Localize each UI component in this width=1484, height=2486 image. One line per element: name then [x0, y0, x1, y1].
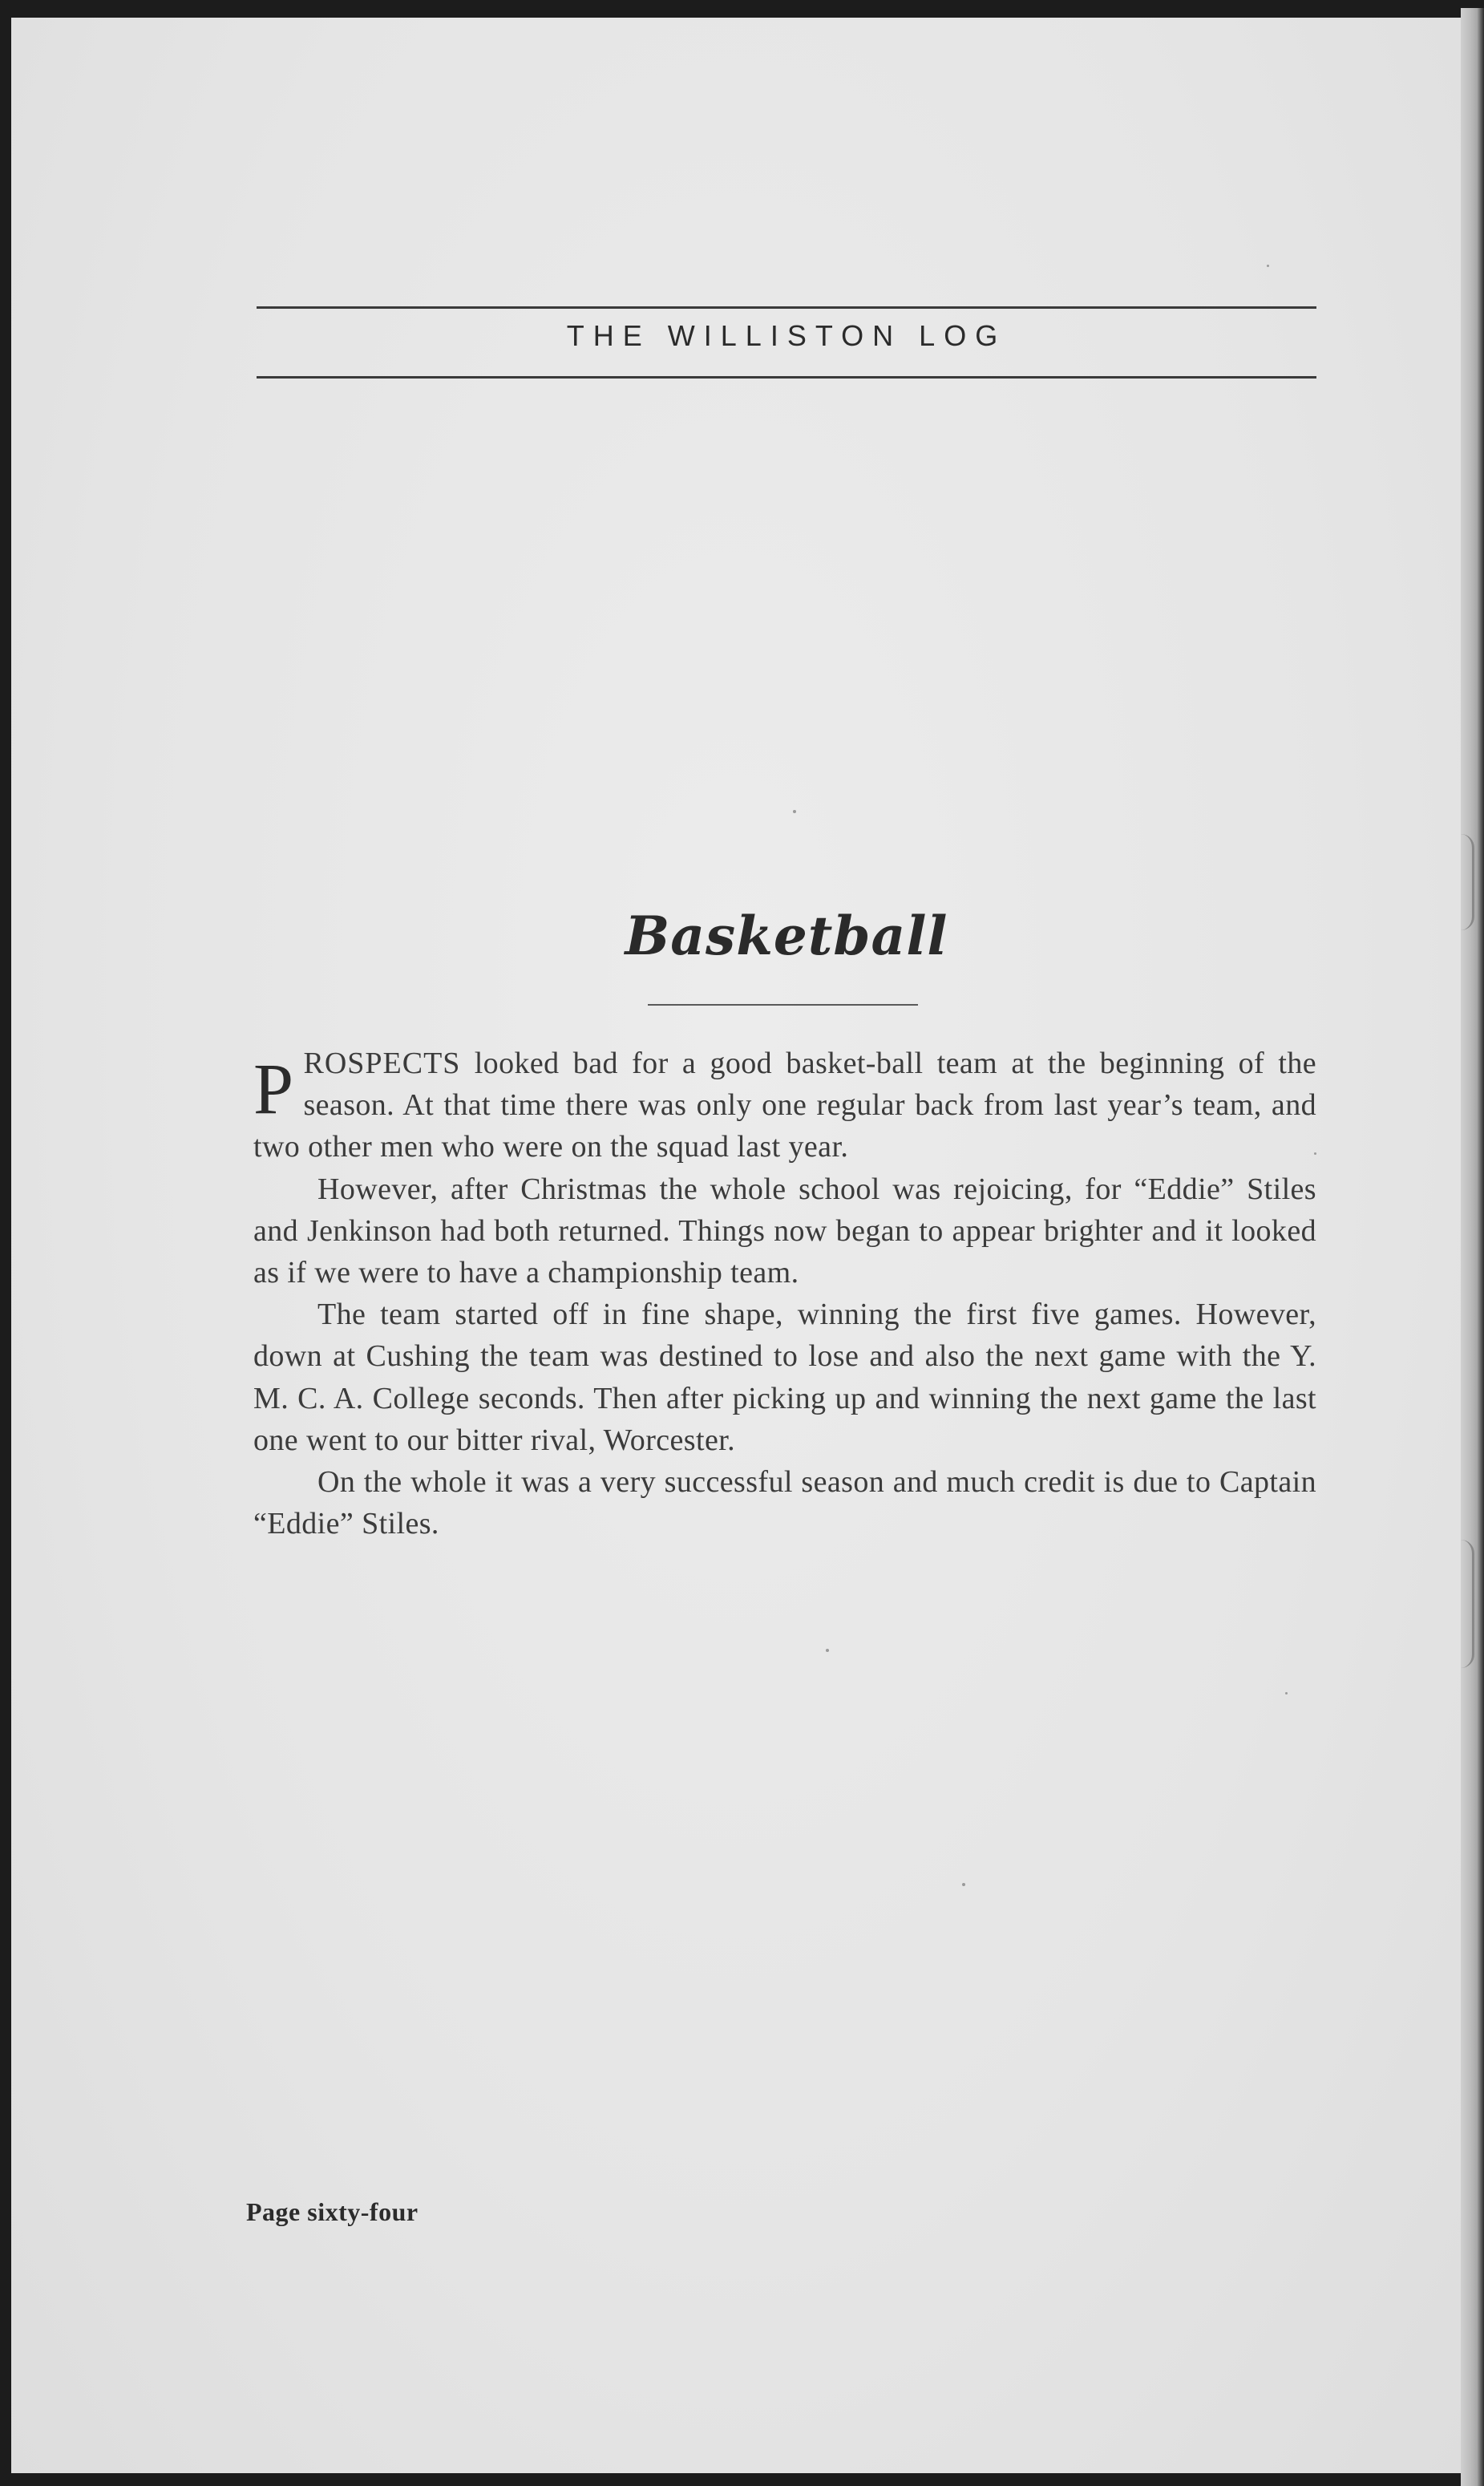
- paragraph-2: However, after Christmas the whole school was rejoicing, for “Eddie” Stiles and Jenkinson had both returned. Things now began to appear brighter and it looked as if we were to have a championship team.: [253, 1172, 1316, 1290]
- header-rule-top: [257, 306, 1316, 309]
- paragraph-4: On the whole it was a very successful season and much credit is due to Captain “Eddie” Stiles.: [253, 1465, 1316, 1541]
- article-body: [253, 1043, 1316, 1545]
- page-edge-mark: [1461, 834, 1474, 930]
- header-rule-bottom: [257, 376, 1316, 379]
- paper-speck: [1267, 265, 1269, 267]
- page-number: Page sixty-four: [246, 2197, 419, 2226]
- paragraph-1: [253, 1043, 1316, 1168]
- paper-speck: [1285, 1692, 1288, 1694]
- paragraph-3: The team started off in fine shape, winning the first five games. However, down at Cushing the team was destined to lose and also the next game with the Y. M. C. A. College seconds. Then after picking up and winning the next game the last one went to our bitter rival, Worcester.: [253, 1298, 1316, 1457]
- article-title: Basketball: [625, 905, 948, 967]
- paragraph-1-text: looked bad for a good basket-ball team at the beginning of the season. At that time there was only one regular back from last year’s team, and two other men who were on the squad last year.: [253, 1047, 1316, 1164]
- drop-cap: P: [253, 1050, 294, 1129]
- paper-speck: [793, 810, 796, 813]
- title-rule: [648, 1004, 918, 1006]
- page-edge-mark: [1461, 1540, 1474, 1668]
- running-head: THE WILLISTON LOG: [566, 319, 1007, 352]
- paper-speck: [826, 1649, 829, 1652]
- lead-caps: ROSPECTS: [303, 1047, 461, 1080]
- paper-speck: [962, 1883, 965, 1886]
- page-edge: [1461, 8, 1484, 2486]
